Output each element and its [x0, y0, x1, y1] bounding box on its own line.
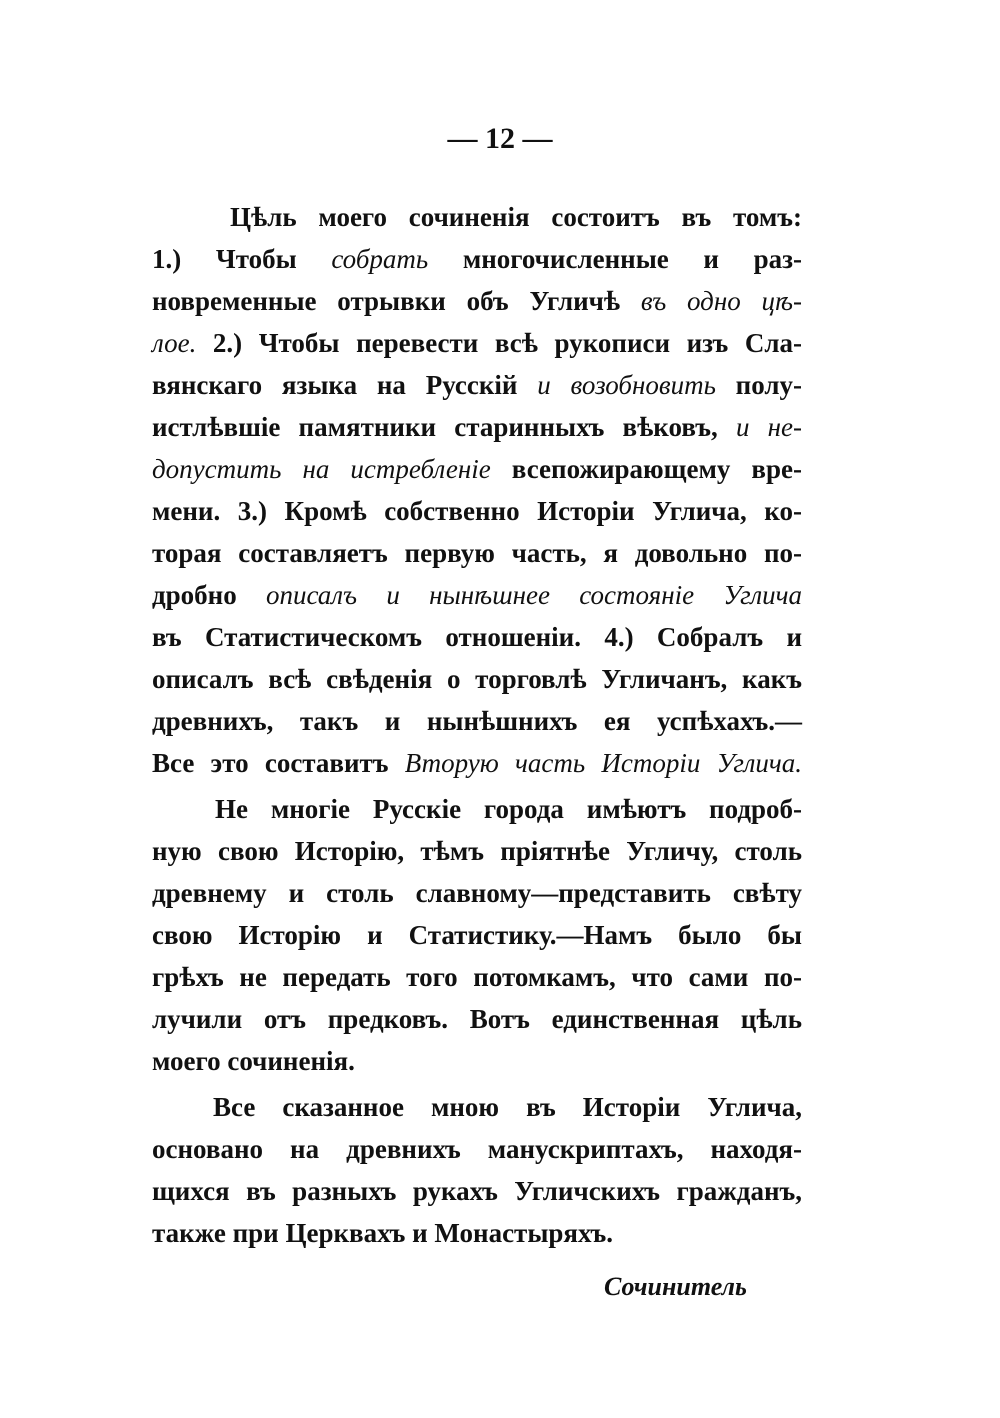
- text-segment: основано на древнихъ манускриптахъ, находя-: [152, 1134, 802, 1164]
- text-segment: также при Церквахъ и Монастыряхъ.: [152, 1218, 613, 1248]
- text-segment: щихся въ разныхъ рукахъ Угличскихъ гражданъ,: [152, 1176, 802, 1206]
- text-line: [152, 490, 802, 532]
- text-line: [152, 788, 802, 830]
- text-line: [152, 280, 802, 322]
- text-line: [152, 742, 802, 784]
- italic-text: въ одно цѣ-: [640, 286, 802, 316]
- signature: Сочинитель: [604, 1272, 747, 1301]
- text-line: [152, 1170, 802, 1212]
- paragraph: [152, 196, 802, 784]
- text-segment: новременные отрывки объ Угличѣ: [152, 286, 641, 316]
- text-line: [152, 1128, 802, 1170]
- text-segment: ную свою Исторію, тѣмъ пріятнѣе Угличу, столь: [152, 836, 802, 866]
- text-segment: вянскаго языка на Русскій: [152, 370, 538, 400]
- text-line: [152, 616, 802, 658]
- italic-text: допустить на истребленіе: [152, 454, 491, 484]
- text-line: [152, 872, 802, 914]
- italic-text: описалъ и нынѣшнее состояніе Углича: [266, 580, 802, 610]
- text-line: [152, 830, 802, 872]
- text-line: [152, 364, 802, 406]
- text-segment: полу-: [715, 370, 803, 400]
- text-segment: лучили отъ предковъ. Вотъ единственная цѣль: [152, 1004, 802, 1034]
- text-line: [152, 914, 802, 956]
- text-line: [152, 532, 802, 574]
- text-line: [152, 1086, 802, 1128]
- text-segment: торая составляетъ первую часть, я довольно по-: [152, 538, 802, 568]
- paragraph: [152, 1086, 802, 1254]
- text-segment: грѣхъ не передать того потомкамъ, что сами по-: [152, 962, 802, 992]
- text-segment: въ Статистическомъ отношеніи. 4.) Собралъ и: [152, 622, 802, 652]
- text-segment: истлѣвшіе памятники старинныхъ вѣковъ,: [152, 412, 736, 442]
- text-line: [152, 1040, 802, 1082]
- body-text: [152, 196, 802, 1254]
- text-segment: описалъ всѣ свѣденія о торговлѣ Угличанъ, какъ: [152, 664, 802, 694]
- text-segment: Цѣль моего сочиненія состоитъ въ томъ:: [230, 202, 802, 232]
- text-segment: всепожирающему вре-: [490, 454, 802, 484]
- text-segment: моего сочиненія.: [152, 1046, 355, 1076]
- text-segment: Все это составитъ: [152, 748, 405, 778]
- text-line: [152, 322, 802, 364]
- text-line: [152, 238, 802, 280]
- text-line: [152, 448, 802, 490]
- text-line: [152, 700, 802, 742]
- italic-text: лое.: [152, 328, 197, 358]
- text-segment: древнему и столь славному—представить свѣту: [152, 878, 802, 908]
- text-segment: древнихъ, такъ и нынѣшнихъ ея успѣхахъ.—: [152, 706, 802, 736]
- text-line: [152, 574, 802, 616]
- text-segment: многочисленные и раз-: [428, 244, 802, 274]
- text-segment: 1.) Чтобы: [152, 244, 332, 274]
- text-segment: мени. 3.) Кромѣ собственно Исторіи Углича, ко-: [152, 496, 802, 526]
- text-line: [152, 956, 802, 998]
- text-segment: Все сказанное мною въ Исторіи Углича,: [213, 1092, 802, 1122]
- text-line: [152, 196, 802, 238]
- text-segment: Не многіе Русскіе города имѣютъ подроб-: [215, 794, 802, 824]
- italic-text: собрать: [331, 244, 429, 274]
- italic-text: и возобновить: [537, 370, 716, 400]
- text-line: [152, 406, 802, 448]
- text-line: [152, 658, 802, 700]
- paragraph: [152, 788, 802, 1082]
- text-segment: 2.) Чтобы перевести всѣ рукописи изъ Сла-: [196, 328, 802, 358]
- text-line: [152, 998, 802, 1040]
- italic-text: Вторую часть Исторіи Углича.: [404, 748, 802, 778]
- text-segment: дробно: [152, 580, 266, 610]
- text-segment: свою Исторію и Статистику.—Намъ было бы: [152, 920, 802, 950]
- page-number: — 12 —: [447, 122, 553, 155]
- text-line: [152, 1212, 802, 1254]
- italic-text: и не-: [735, 412, 803, 442]
